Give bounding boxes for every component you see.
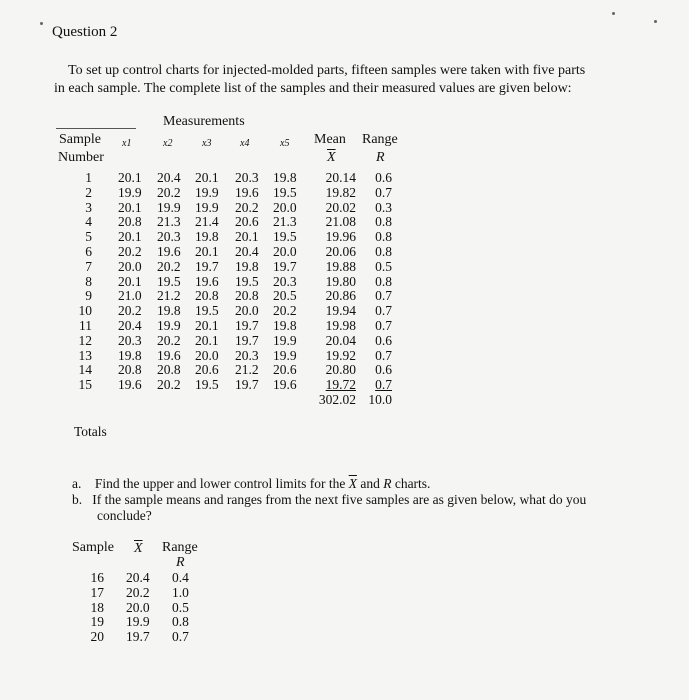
cell-mean: 19.92	[325, 347, 356, 363]
part-a-and: and	[360, 476, 380, 491]
t2-cell-mean: 19.7	[126, 629, 150, 645]
part-a	[72, 476, 430, 492]
cell-x5: 19.8	[273, 170, 297, 185]
cell-x4: 20.0	[235, 303, 259, 319]
t2-cell-range: 0.8	[172, 614, 189, 630]
sample-header: Sample	[59, 132, 101, 147]
t2-range-column	[172, 571, 189, 645]
cell-x1: 20.1	[118, 229, 142, 245]
cell-x1: 20.8	[118, 362, 142, 378]
cell-mean: 20.86	[325, 288, 356, 304]
cell-mean: 19.94	[325, 303, 356, 319]
intro-text	[54, 62, 634, 98]
cell-x3: 20.8	[195, 288, 219, 304]
cell-x1: 20.3	[118, 332, 142, 348]
t2-cell-sample: 17	[90, 584, 104, 600]
cell-x4: 20.3	[235, 347, 259, 363]
cell-x4: 20.6	[235, 214, 259, 230]
cell-x1: 20.2	[118, 243, 142, 259]
cell-range: 0.8	[375, 229, 392, 245]
cell-x2: 19.5	[157, 273, 181, 289]
cell-sample: 7	[85, 258, 92, 274]
cell-x3: 20.6	[195, 362, 219, 378]
cell-x4: 19.8	[235, 258, 259, 274]
cell-mean: 20.14	[325, 170, 356, 185]
cell-x5: 19.8	[273, 317, 297, 333]
cell-x5: 21.3	[273, 214, 297, 230]
cell-mean: 19.82	[325, 184, 356, 200]
t2-cell-mean: 20.0	[126, 599, 150, 615]
cell-range: 0.6	[375, 170, 392, 185]
cell-x4: 19.7	[235, 317, 259, 333]
x2-column	[157, 171, 181, 393]
intro-line-2: in each sample. The complete list of the samples and their measured values are given below:	[54, 81, 572, 96]
cell-range: 0.3	[375, 199, 392, 215]
cell-x2: 20.2	[157, 377, 181, 393]
cell-x4: 20.1	[235, 229, 259, 245]
cell-x4: 20.2	[235, 199, 259, 215]
cell-sample: 11	[79, 317, 92, 333]
cell-x5: 19.7	[273, 258, 297, 274]
cell-x2: 20.4	[157, 170, 181, 185]
t2-cell-mean: 20.4	[126, 570, 150, 585]
t2-cell-range: 0.7	[172, 629, 189, 645]
t2-sample-header: Sample	[72, 540, 114, 555]
cell-x5: 20.6	[273, 362, 297, 378]
cell-mean: 19.88	[325, 258, 356, 274]
t2-mean-column	[126, 571, 150, 645]
x1-header: x1	[122, 138, 132, 149]
cell-range: 0.7	[375, 288, 392, 304]
intro-line-1: To set up control charts for injected-molded parts, fifteen samples were taken with five parts	[68, 63, 586, 78]
part-a-xbar: $\overline{X}$	[348, 476, 357, 491]
t2-cell-sample: 20	[90, 629, 104, 645]
cell-sample: 9	[85, 288, 92, 304]
sample-column	[62, 171, 92, 393]
cell-x2: 20.2	[157, 258, 181, 274]
cell-x3: 20.0	[195, 347, 219, 363]
number-header: Number	[58, 150, 104, 165]
cell-x4: 20.3	[235, 170, 259, 185]
cell-range: 0.6	[375, 332, 392, 348]
cell-x2: 21.2	[157, 288, 181, 304]
cell-sample: 1	[85, 170, 92, 185]
cell-range: 0.7	[375, 184, 392, 200]
cell-x4: 21.2	[235, 362, 259, 378]
cell-x1: 19.6	[118, 377, 142, 393]
measurements-header: Measurements	[163, 114, 245, 129]
cell-x1: 20.0	[118, 258, 142, 274]
cell-range: 0.7	[375, 303, 392, 319]
total-range: 10.0	[368, 391, 392, 407]
cell-range: 0.7	[375, 347, 392, 363]
t2-cell-mean: 20.2	[126, 584, 150, 600]
cell-mean: 20.06	[325, 243, 356, 259]
cell-x4: 19.7	[235, 332, 259, 348]
cell-x2: 19.9	[157, 199, 181, 215]
cell-mean: 20.80	[325, 362, 356, 378]
cell-x2: 19.6	[157, 347, 181, 363]
part-b-label: b.	[72, 492, 83, 507]
cell-x1: 20.1	[118, 199, 142, 215]
cell-x1: 20.8	[118, 214, 142, 230]
cell-x1: 21.0	[118, 288, 142, 304]
x2-header: x2	[163, 138, 173, 149]
cell-sample: 6	[85, 243, 92, 259]
question-title: Question 2	[52, 24, 118, 40]
totals-label: Totals	[74, 424, 107, 439]
cell-mean: 20.04	[325, 332, 356, 348]
mean-header: Mean	[314, 132, 346, 147]
cell-mean: 19.96	[325, 229, 356, 245]
cell-x5: 19.9	[273, 347, 297, 363]
cell-sample: 5	[85, 229, 92, 245]
x5-header: x5	[280, 138, 290, 149]
part-a-text: Find the upper and lower control limits for the	[94, 476, 346, 491]
cell-mean: 20.02	[325, 199, 356, 215]
t2-xbar-header: $\overline{X}$	[134, 541, 143, 556]
cell-x2: 21.3	[157, 214, 181, 230]
cell-x5: 20.2	[273, 303, 297, 319]
cell-mean: 21.08	[325, 214, 356, 230]
cell-range: 0.8	[375, 243, 392, 259]
cell-sample: 3	[85, 199, 92, 215]
cell-x5: 19.9	[273, 332, 297, 348]
cell-x2: 20.2	[157, 184, 181, 200]
cell-x3: 20.1	[195, 332, 219, 348]
part-a-charts: charts.	[394, 476, 431, 491]
cell-x3: 20.1	[195, 170, 219, 185]
cell-sample: 13	[78, 347, 92, 363]
cell-x4: 20.4	[235, 243, 259, 259]
cell-x5: 19.5	[273, 184, 297, 200]
cell-x3: 19.9	[195, 199, 219, 215]
cell-x5: 20.5	[273, 288, 297, 304]
cell-x3: 19.9	[195, 184, 219, 200]
part-b-line1: If the sample means and ranges from the next five samples are as given below, what do you	[92, 492, 587, 507]
cell-x3: 21.4	[195, 214, 219, 230]
cell-range: 0.6	[375, 362, 392, 378]
cell-sample: 2	[85, 184, 92, 200]
part-a-label: a.	[72, 476, 82, 491]
cell-x1: 20.4	[118, 317, 142, 333]
cell-sample: 12	[78, 332, 92, 348]
cell-x2: 19.9	[157, 317, 181, 333]
range-header: Range	[362, 132, 398, 147]
cell-x2: 19.6	[157, 243, 181, 259]
cell-x4: 19.6	[235, 184, 259, 200]
mean-column	[304, 171, 356, 408]
range-column	[356, 171, 392, 408]
t2-cell-mean: 19.9	[126, 614, 150, 630]
cell-range: 0.8	[375, 273, 392, 289]
cell-x3: 19.5	[195, 377, 219, 393]
cell-x1: 19.9	[118, 184, 142, 200]
range-symbol: R	[376, 150, 385, 165]
corner-dot	[40, 22, 43, 25]
t2-cell-range: 0.4	[172, 570, 189, 585]
t2-range-symbol: R	[176, 555, 185, 570]
cell-sample: 14	[78, 362, 92, 378]
t2-cell-sample: 18	[90, 599, 104, 615]
x4-column	[235, 171, 259, 393]
mean-symbol: $\overline{X}$	[327, 150, 336, 165]
part-a-r: R	[383, 476, 392, 491]
t2-cell-range: 1.0	[172, 584, 189, 600]
t2-cell-sample: 19	[90, 614, 104, 630]
cell-x3: 20.1	[195, 317, 219, 333]
cell-x1: 20.1	[118, 273, 142, 289]
cell-x1: 19.8	[118, 347, 142, 363]
x1-column	[118, 171, 142, 393]
part-b	[72, 492, 586, 508]
cell-sample: 10	[78, 303, 92, 319]
cell-range: 0.5	[375, 258, 392, 274]
part-b-line2: conclude?	[97, 508, 152, 523]
x3-header: x3	[202, 138, 212, 149]
cell-x1: 20.1	[118, 170, 142, 185]
cell-x3: 19.8	[195, 229, 219, 245]
cell-x4: 19.5	[235, 273, 259, 289]
t2-sample-column	[74, 571, 104, 645]
cell-x3: 19.6	[195, 273, 219, 289]
corner-dot	[612, 12, 615, 15]
cell-x5: 20.0	[273, 243, 297, 259]
cell-x2: 19.8	[157, 303, 181, 319]
cell-mean: 19.98	[325, 317, 356, 333]
cell-x2: 20.2	[157, 332, 181, 348]
total-mean: 302.02	[318, 391, 356, 407]
cell-sample: 4	[85, 214, 92, 230]
corner-dot	[654, 20, 657, 23]
x3-column	[195, 171, 219, 393]
cell-x5: 19.5	[273, 229, 297, 245]
cell-range: 0.8	[375, 214, 392, 230]
x5-column	[273, 171, 297, 393]
t2-cell-sample: 16	[90, 570, 104, 585]
cell-range: 0.7	[375, 377, 392, 393]
cell-x1: 20.2	[118, 303, 142, 319]
cell-x3: 19.7	[195, 258, 219, 274]
t2-cell-range: 0.5	[172, 599, 189, 615]
cell-sample: 15	[78, 377, 92, 393]
header-rule	[56, 128, 136, 129]
cell-mean: 19.72	[325, 377, 356, 393]
cell-mean: 19.80	[325, 273, 356, 289]
t2-range-header: Range	[162, 540, 198, 555]
cell-x2: 20.3	[157, 229, 181, 245]
cell-x5: 20.0	[273, 199, 297, 215]
cell-range: 0.7	[375, 317, 392, 333]
cell-x5: 19.6	[273, 377, 297, 393]
cell-x5: 20.3	[273, 273, 297, 289]
cell-x2: 20.8	[157, 362, 181, 378]
cell-x4: 19.7	[235, 377, 259, 393]
cell-x4: 20.8	[235, 288, 259, 304]
x4-header: x4	[240, 138, 250, 149]
cell-x3: 19.5	[195, 303, 219, 319]
cell-sample: 8	[85, 273, 92, 289]
cell-x3: 20.1	[195, 243, 219, 259]
